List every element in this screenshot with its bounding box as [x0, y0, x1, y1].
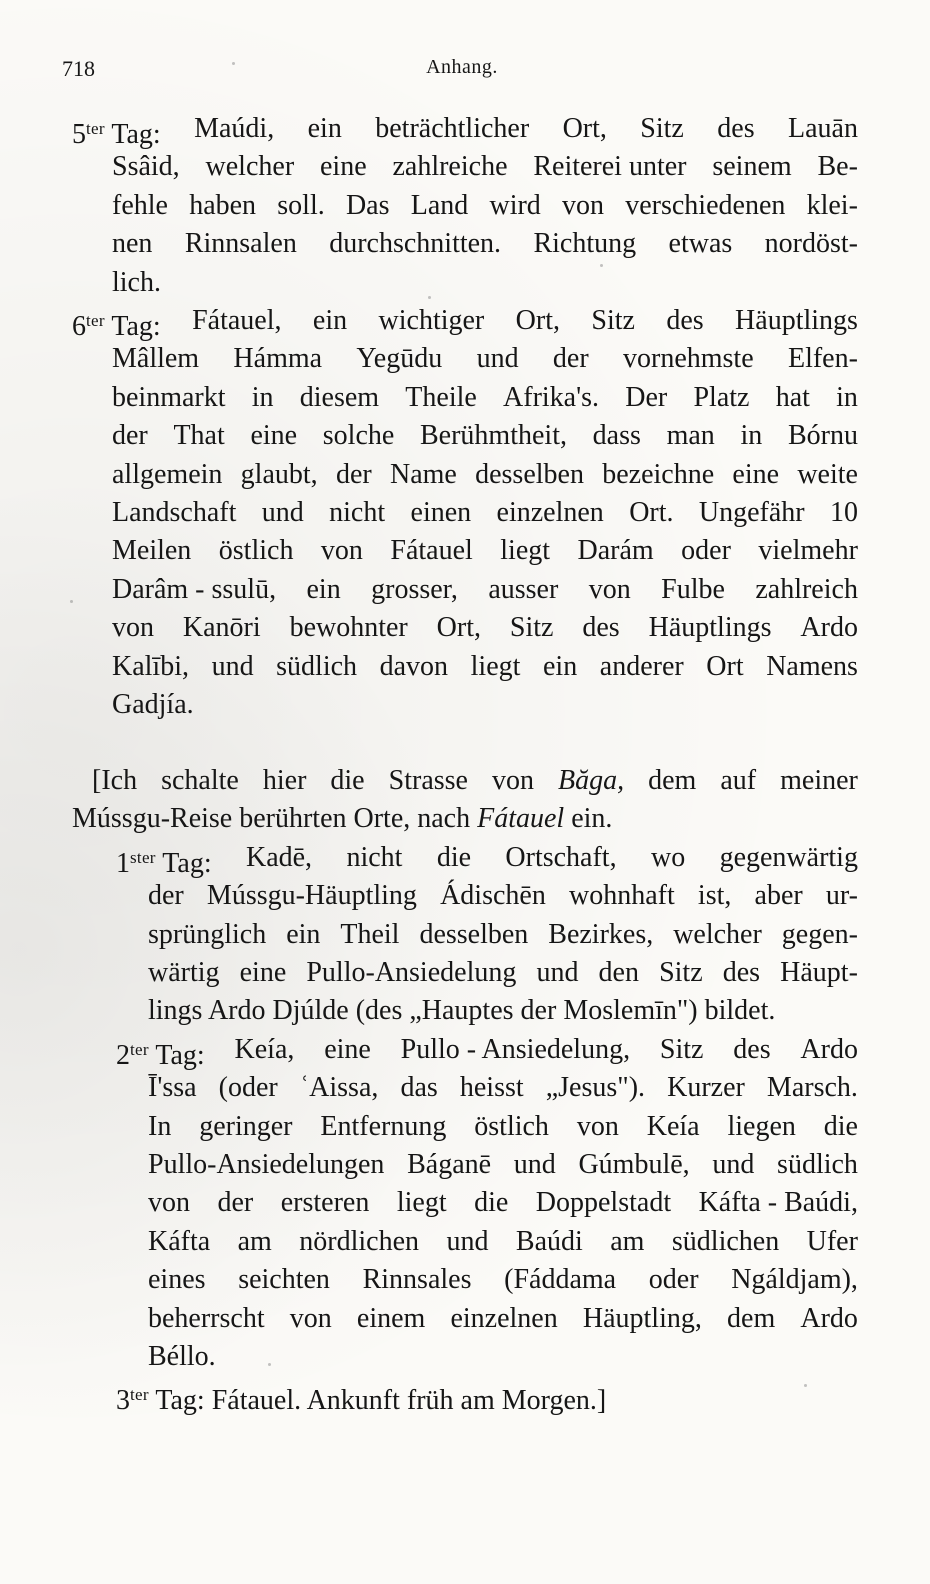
word: eine [239, 957, 287, 988]
word: Name [389, 458, 457, 490]
word: des [666, 305, 704, 336]
word: Afrika's. [503, 381, 600, 413]
text-line [112, 609, 858, 647]
word: Keía [646, 1110, 700, 1142]
word: Darâm - ssulū, [112, 573, 277, 605]
word: dass [592, 420, 641, 452]
text-line [112, 532, 858, 570]
word: eines [148, 1264, 206, 1296]
word: der [112, 420, 148, 452]
word: Ort, [515, 305, 560, 336]
word: von [576, 1110, 619, 1142]
text-line [148, 1338, 858, 1376]
word: Mâllem [112, 343, 200, 375]
word: südlich [777, 1149, 858, 1180]
text-line [148, 877, 858, 915]
word: heisst [459, 1072, 524, 1104]
word: welcher [205, 151, 295, 183]
text-line [148, 1069, 858, 1107]
word: ist, [697, 880, 732, 912]
word: aber [754, 880, 803, 912]
word: desselben [475, 458, 584, 490]
word: glaubt, [240, 458, 318, 490]
word: Namens [766, 650, 858, 682]
text-line [148, 1300, 858, 1338]
place-name-italic: Fátauel [477, 803, 565, 835]
text-line [116, 1031, 858, 1069]
word: einzelnen [450, 1302, 558, 1334]
word: am [237, 1225, 272, 1257]
word: ʿAissa, [299, 1072, 379, 1104]
word: Tag: [162, 847, 212, 879]
word: Sitz [509, 612, 554, 644]
word: nördlichen [299, 1225, 420, 1257]
word: man [666, 420, 715, 452]
word: nicht [346, 841, 403, 873]
text-line [112, 264, 858, 302]
word: gegenwärtig [719, 841, 858, 873]
word: solche [322, 420, 395, 452]
word: weite [797, 458, 858, 490]
page-header [62, 56, 862, 86]
text-line [112, 148, 858, 186]
word: Berühmtheit, [420, 420, 567, 452]
word: eine [324, 1033, 371, 1065]
word: Land [410, 189, 469, 221]
word: Ardo [800, 1302, 858, 1334]
text-line [112, 571, 858, 609]
word: und [211, 650, 254, 682]
word: Ortschaft, [505, 841, 617, 873]
word: Kalībi, [112, 650, 189, 682]
word: Entfernung [320, 1110, 447, 1142]
word: Be- [817, 151, 858, 183]
running-title: Anhang. [426, 56, 498, 78]
text-line [148, 1261, 858, 1299]
word: liegt [500, 535, 551, 567]
word: einzelnen [496, 497, 604, 528]
word: die [436, 841, 472, 873]
word: Tag: [111, 119, 161, 150]
word: Ort, [562, 113, 607, 144]
word: Ort, [436, 612, 481, 644]
word: von [289, 1302, 332, 1334]
word: „Hauptes [409, 995, 514, 1027]
word: seichten [238, 1264, 330, 1296]
word: ein [306, 573, 341, 605]
word: von [562, 189, 605, 221]
word: von [588, 573, 631, 605]
entry-first-word [116, 1385, 606, 1416]
word: ur- [825, 880, 858, 912]
word: die [330, 765, 365, 796]
word: Ī'ssa [148, 1072, 197, 1104]
word: Marsch. [766, 1072, 858, 1104]
word: Richtung [533, 228, 637, 260]
word: bildet. [704, 995, 776, 1027]
word: Ssâid, [112, 151, 180, 183]
word: in [836, 381, 858, 413]
word: meiner [780, 765, 858, 796]
word: soll. [277, 189, 325, 221]
text-line [112, 686, 858, 724]
word: diesem [299, 381, 380, 413]
word: beträchtlicher [375, 113, 530, 144]
word: ausser [488, 573, 559, 605]
word: und [261, 497, 304, 528]
word: und [712, 1149, 755, 1180]
word: Yegūdu [356, 343, 443, 375]
word-group: Mússgu-Reise berührten Orte, nach [72, 803, 478, 835]
word: ein [307, 113, 342, 144]
word: wird [489, 189, 541, 221]
word: und [513, 1149, 556, 1180]
word: Das [345, 189, 390, 221]
word: oder [648, 1264, 699, 1296]
word: ein [312, 305, 348, 336]
text-line [148, 954, 858, 992]
text-line [116, 839, 858, 877]
word: nordöst- [764, 228, 858, 260]
word: Tag: [111, 311, 161, 342]
text-line [148, 916, 858, 954]
word: (oder [218, 1072, 278, 1104]
word: den [598, 957, 639, 988]
word: Elfen- [787, 343, 858, 375]
word: beinmarkt [112, 381, 226, 413]
word: östlich [474, 1110, 549, 1142]
word: Häupt- [780, 957, 858, 988]
text-line [148, 1108, 858, 1146]
word: Sitz [659, 957, 703, 988]
word: des [582, 612, 620, 644]
word: Ardo [800, 612, 858, 644]
word: auf [720, 765, 757, 796]
word: Tag: [155, 1039, 205, 1071]
word: des [733, 1033, 771, 1065]
word: Häuptlings [648, 612, 772, 644]
word-group: ein. [564, 803, 613, 835]
word: östlich [218, 535, 294, 567]
word: schalte [161, 765, 239, 796]
word: Kurzer [667, 1072, 745, 1104]
word: Baúdi [515, 1225, 583, 1257]
word: Pullo - Ansiedelung, [400, 1033, 631, 1065]
word: Landschaft [112, 497, 237, 528]
word: haben [189, 189, 257, 221]
word: 10 [830, 497, 858, 528]
text-line [72, 800, 858, 838]
word: vornehmste [623, 343, 754, 375]
word: Fulbe [661, 573, 725, 605]
word: ersteren [280, 1187, 370, 1219]
day-marker: $6^{ter}$ [72, 311, 105, 342]
word: der [148, 880, 184, 912]
text-line [112, 340, 858, 378]
text-line [112, 379, 858, 417]
entry-first-word [116, 839, 212, 877]
word: dem [648, 765, 697, 796]
word: Rinnsalen [184, 228, 297, 260]
word: Theil [340, 918, 400, 950]
word: südlich [276, 650, 358, 682]
word: liegt [470, 650, 521, 682]
word: Darám [577, 535, 654, 567]
word: Bezirkes, [548, 918, 654, 950]
word: in [251, 381, 274, 413]
word: ein [286, 918, 321, 950]
word: ein [542, 650, 578, 682]
word: Ort [706, 650, 744, 682]
word: wo [650, 841, 686, 873]
text-line [112, 417, 858, 455]
word: Ungefähr [698, 497, 805, 528]
text-line [112, 456, 858, 494]
day-marker: $3^{ter}$ [116, 1385, 149, 1417]
word: Sitz [659, 1033, 704, 1065]
word: Fátauel, [192, 305, 282, 336]
word: Tag: Fátauel. Ankunft früh am Morgen.] [155, 1385, 607, 1417]
word: wichtiger [378, 305, 485, 336]
word: davon [379, 650, 449, 682]
word: Häuptling, [582, 1302, 702, 1334]
word: Mússgu-Häuptling [206, 880, 417, 912]
word: Strasse [388, 765, 468, 796]
entry-first-word [72, 302, 161, 340]
day-marker: $5^{ter}$ [72, 119, 105, 150]
word: dem [727, 1302, 776, 1334]
word: In [148, 1110, 172, 1142]
word: Hámma [233, 343, 323, 375]
word: anderer [599, 650, 684, 682]
word: That [173, 420, 225, 452]
word: seinem [712, 151, 792, 183]
word: (des [355, 995, 403, 1027]
word: Băga, [558, 765, 625, 796]
word: verschiedenen [625, 189, 786, 221]
text-line [116, 1376, 858, 1417]
word: südlichen [671, 1225, 780, 1257]
word: Béllo. [148, 1341, 216, 1372]
text-line [148, 992, 858, 1030]
word: Moslemīn") [563, 995, 698, 1027]
word: Lauān [788, 113, 858, 144]
word: sprünglich [148, 918, 267, 950]
word: und [536, 957, 579, 988]
word: „Jesus"). [545, 1072, 646, 1104]
word: Theile [405, 381, 477, 413]
word: Maúdi, [194, 113, 275, 144]
word: Ardo [800, 1033, 858, 1065]
word: Ngáldjam), [731, 1264, 858, 1296]
text-line [112, 225, 858, 263]
word: von [148, 1187, 190, 1219]
word: Gadjía. [112, 689, 194, 720]
word: liegen [727, 1110, 796, 1142]
word: (Fáddama [504, 1264, 617, 1296]
word: welcher [673, 918, 762, 950]
word: einem [356, 1302, 426, 1334]
word: Pullo-Ansiedelungen [148, 1149, 385, 1180]
word: durchschnitten. [329, 228, 502, 260]
word: in [740, 420, 763, 452]
text-line [92, 762, 858, 800]
word: bezeichne [602, 458, 715, 490]
word: nicht [329, 497, 386, 528]
word: einen [410, 497, 472, 528]
word: der [217, 1187, 254, 1219]
word: Ardo [207, 995, 266, 1027]
word: Ufer [806, 1225, 858, 1257]
text-line [112, 648, 858, 686]
entry-first-word [72, 110, 161, 148]
word: oder [681, 535, 731, 567]
text-line [148, 1223, 858, 1261]
word: Ort. [629, 497, 674, 528]
word: etwas [668, 228, 733, 260]
word: lings [148, 995, 203, 1027]
word: zahlreiche [392, 151, 508, 183]
word: Sitz [640, 113, 684, 144]
word: Káfta - Baúdi, [698, 1187, 858, 1219]
word: grosser, [371, 573, 458, 605]
word: nen [112, 228, 153, 260]
word: lich. [112, 266, 161, 298]
word: Pullo-Ansiedelung [306, 957, 517, 988]
day-marker: $1^{ster}$ [116, 847, 156, 879]
word: allgemein [112, 458, 223, 490]
text-line [112, 187, 858, 225]
word: Keía, [234, 1033, 295, 1065]
word: Häuptlings [735, 305, 858, 336]
word: fehle [112, 189, 168, 221]
page-number: 718 [62, 56, 95, 81]
word: eine [319, 151, 367, 183]
word: Djúlde [272, 995, 349, 1027]
word: und [446, 1225, 489, 1257]
word: Doppelstadt [535, 1187, 672, 1219]
word: hier [262, 765, 307, 796]
word: Sitz [591, 305, 635, 336]
word: das [400, 1072, 438, 1104]
word: beherrscht [148, 1302, 265, 1334]
word: und [476, 343, 519, 375]
text-line [72, 302, 858, 340]
word: Ádischēn [440, 880, 546, 912]
word: liegt [396, 1187, 447, 1219]
word: Rinnsales [362, 1264, 472, 1296]
entry-first-word [116, 1031, 205, 1069]
word: gegen- [781, 918, 858, 950]
word: vielmehr [758, 535, 858, 567]
word: von [320, 535, 363, 567]
word: eine [250, 420, 298, 452]
word: eine [732, 458, 780, 490]
word: der [552, 343, 589, 375]
text-line [72, 110, 858, 148]
word: Meilen [112, 535, 192, 567]
word: der [520, 995, 557, 1027]
word: Platz [693, 381, 750, 413]
word: von [112, 612, 154, 644]
word: Reiterei unter [533, 151, 687, 183]
word: hat [775, 381, 810, 413]
word: des [722, 957, 761, 988]
word: klei- [806, 189, 858, 221]
word: Kanōri [182, 612, 261, 644]
word: Káfta [148, 1225, 211, 1257]
word: Fátauel [390, 535, 473, 567]
word: bewohnter [289, 612, 408, 644]
text-line [148, 1184, 858, 1222]
word: die [823, 1110, 858, 1142]
word: am [610, 1225, 645, 1257]
word: desselben [419, 918, 529, 950]
word: Báganē [407, 1149, 492, 1180]
word: wohnhaft [569, 880, 675, 912]
text-line [148, 1146, 858, 1184]
word: geringer [199, 1110, 293, 1142]
word: [Ich [92, 765, 138, 796]
word: die [474, 1187, 509, 1219]
word: Bórnu [787, 420, 858, 452]
word: Gúmbulē, [578, 1149, 690, 1180]
word: Kadē, [245, 841, 313, 873]
text-line [112, 494, 858, 532]
word: des [717, 113, 755, 144]
word: der [335, 458, 372, 490]
word: zahlreich [755, 573, 858, 605]
day-marker: $2^{ter}$ [116, 1039, 149, 1071]
word: von [491, 765, 534, 796]
word: Der [625, 381, 668, 413]
word: wärtig [148, 957, 220, 988]
